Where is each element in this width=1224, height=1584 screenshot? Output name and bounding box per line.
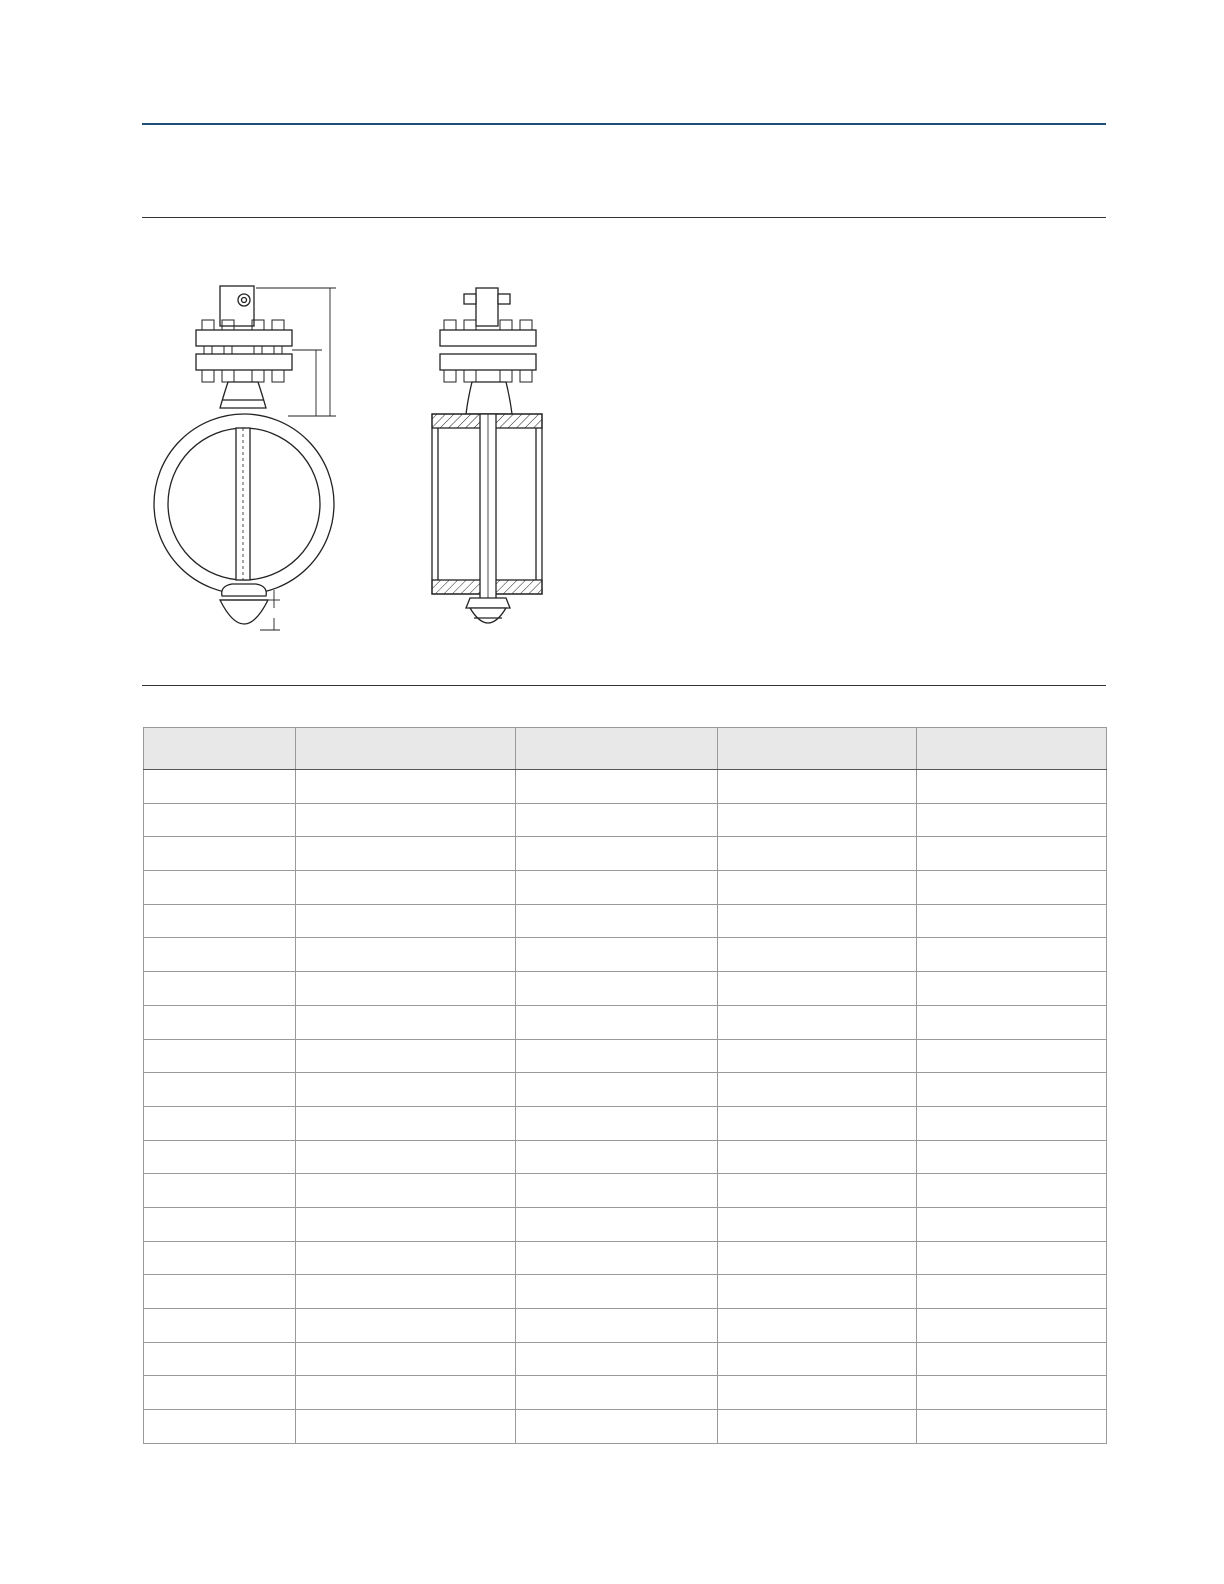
table-cell	[516, 803, 718, 837]
table-cell	[718, 1241, 917, 1275]
table-cell	[718, 904, 917, 938]
table-row	[144, 1039, 1107, 1073]
table-cell	[718, 1410, 917, 1444]
table-cell	[516, 1039, 718, 1073]
table-cell	[917, 904, 1107, 938]
table-cell	[917, 1342, 1107, 1376]
table-cell	[296, 837, 516, 871]
table-cell	[296, 770, 516, 804]
table-cell	[917, 871, 1107, 905]
table-cell	[718, 837, 917, 871]
table-cell	[917, 938, 1107, 972]
dimensions-table	[143, 727, 1107, 1444]
section-divider-top	[142, 217, 1106, 218]
table-cell	[296, 1039, 516, 1073]
table-cell	[718, 1005, 917, 1039]
table-cell	[516, 1241, 718, 1275]
table-cell	[296, 904, 516, 938]
table-cell	[917, 972, 1107, 1006]
table-cell	[144, 1342, 296, 1376]
table-cell	[917, 770, 1107, 804]
section-divider-bottom	[142, 685, 1106, 686]
table-cell	[144, 1207, 296, 1241]
table-row	[144, 1342, 1107, 1376]
table-cell	[718, 1039, 917, 1073]
table-cell	[917, 1410, 1107, 1444]
table-cell	[144, 972, 296, 1006]
table-cell	[296, 1005, 516, 1039]
table-cell	[917, 1309, 1107, 1343]
table-cell	[296, 1073, 516, 1107]
table-row	[144, 1275, 1107, 1309]
table-row	[144, 803, 1107, 837]
table-cell	[516, 1309, 718, 1343]
table-cell	[296, 1275, 516, 1309]
table-cell	[296, 1207, 516, 1241]
table-cell	[516, 938, 718, 972]
column-header	[296, 728, 516, 770]
table-cell	[144, 1073, 296, 1107]
table-cell	[296, 1309, 516, 1343]
table-cell	[144, 1174, 296, 1208]
table-row	[144, 1207, 1107, 1241]
valve-front-view-drawing	[140, 278, 360, 638]
header-rule	[142, 123, 1106, 125]
table-row	[144, 972, 1107, 1006]
table-cell	[718, 1275, 917, 1309]
table-cell	[718, 1376, 917, 1410]
table-row	[144, 904, 1107, 938]
table-cell	[718, 1342, 917, 1376]
table-cell	[144, 1376, 296, 1410]
table-cell	[144, 871, 296, 905]
table-row	[144, 1376, 1107, 1410]
table-header-row	[144, 728, 1107, 770]
table-cell	[296, 938, 516, 972]
table-body	[144, 770, 1107, 1444]
table-cell	[144, 1241, 296, 1275]
table-cell	[718, 972, 917, 1006]
column-header	[917, 728, 1107, 770]
table-cell	[516, 1005, 718, 1039]
table-cell	[718, 1174, 917, 1208]
table-cell	[917, 803, 1107, 837]
table-row	[144, 1073, 1107, 1107]
table-cell	[516, 1207, 718, 1241]
table-row	[144, 938, 1107, 972]
table-cell	[144, 837, 296, 871]
table-cell	[917, 1039, 1107, 1073]
table-cell	[144, 1005, 296, 1039]
table-cell	[917, 1140, 1107, 1174]
valve-side-view-drawing	[420, 278, 560, 638]
table-cell	[144, 803, 296, 837]
table-cell	[917, 1376, 1107, 1410]
table-cell	[516, 871, 718, 905]
table-cell	[516, 1073, 718, 1107]
table-cell	[296, 803, 516, 837]
table-cell	[296, 1342, 516, 1376]
table-cell	[516, 1174, 718, 1208]
table-row	[144, 1309, 1107, 1343]
table-cell	[917, 837, 1107, 871]
column-header	[718, 728, 917, 770]
table-cell	[296, 871, 516, 905]
table-cell	[516, 1342, 718, 1376]
table-cell	[718, 1073, 917, 1107]
table-cell	[917, 1005, 1107, 1039]
table-cell	[516, 837, 718, 871]
table-row	[144, 837, 1107, 871]
table-cell	[296, 972, 516, 1006]
table-cell	[296, 1174, 516, 1208]
table-cell	[296, 1241, 516, 1275]
table-cell	[718, 1309, 917, 1343]
table-cell	[296, 1376, 516, 1410]
table-row	[144, 1005, 1107, 1039]
table-row	[144, 1241, 1107, 1275]
table-cell	[144, 938, 296, 972]
table-cell	[516, 1140, 718, 1174]
table-cell	[296, 1410, 516, 1444]
table-cell	[718, 1106, 917, 1140]
table-cell	[516, 972, 718, 1006]
table-cell	[718, 871, 917, 905]
table-row	[144, 1140, 1107, 1174]
column-header	[144, 728, 296, 770]
table-cell	[144, 904, 296, 938]
table-cell	[144, 1140, 296, 1174]
table-cell	[516, 1106, 718, 1140]
table-cell	[516, 904, 718, 938]
table-cell	[917, 1073, 1107, 1107]
table-cell	[144, 1309, 296, 1343]
column-header	[516, 728, 718, 770]
table-cell	[917, 1174, 1107, 1208]
table-row	[144, 1174, 1107, 1208]
table-cell	[516, 770, 718, 804]
table-cell	[718, 803, 917, 837]
table-cell	[516, 1376, 718, 1410]
table-cell	[144, 770, 296, 804]
table-cell	[296, 1106, 516, 1140]
table-row	[144, 770, 1107, 804]
table-cell	[718, 938, 917, 972]
table-cell	[917, 1207, 1107, 1241]
table-cell	[917, 1275, 1107, 1309]
table-cell	[144, 1106, 296, 1140]
table-cell	[917, 1241, 1107, 1275]
table-cell	[144, 1275, 296, 1309]
table-cell	[718, 1140, 917, 1174]
table-cell	[516, 1275, 718, 1309]
table-cell	[917, 1106, 1107, 1140]
table-cell	[516, 1410, 718, 1444]
table-cell	[718, 770, 917, 804]
table-cell	[144, 1039, 296, 1073]
table-cell	[718, 1207, 917, 1241]
table-row	[144, 1410, 1107, 1444]
table-row	[144, 871, 1107, 905]
table-cell	[296, 1140, 516, 1174]
table-row	[144, 1106, 1107, 1140]
table-cell	[144, 1410, 296, 1444]
